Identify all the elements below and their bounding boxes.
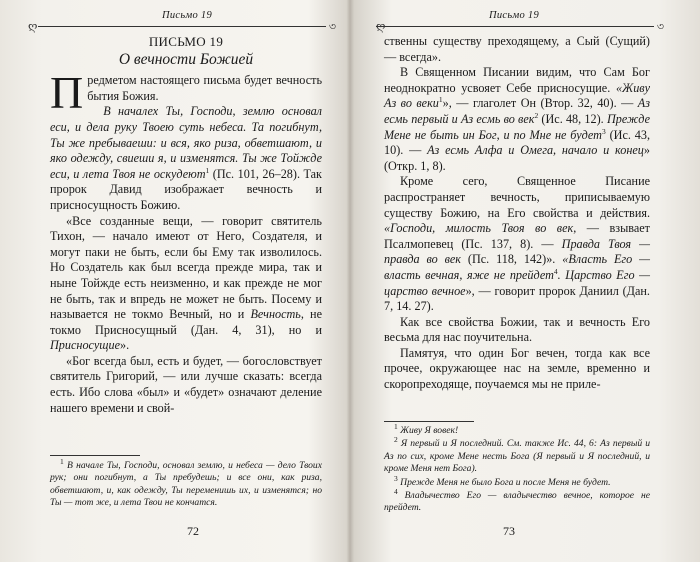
paragraph-text: », — глаголет Он (Втор. 32, 40). — bbox=[442, 96, 638, 111]
footnote-text: В начале Ты, Господи, основал землю, и небеса — дело Твоих рук; они погибнут, а Ты пребудешь; и все они, как риза, обветшают, и, как одежду, Ты переменишь их, и изменятся; но Ты — тот же, и лета Твои не кончатся. bbox=[50, 460, 322, 509]
footnote-ref: 1 bbox=[438, 95, 443, 105]
footnote-number: 4 bbox=[394, 486, 398, 496]
scripture-quote: . Царство Его — царство вечное bbox=[384, 267, 650, 298]
paragraph bbox=[384, 174, 650, 314]
paragraph-text: ». bbox=[119, 338, 130, 353]
paragraph-text: Памятуя, что один Бог вечен, тогда как все прочее, окружающее нас на земле, временно и скоропреходяще, поучаемся мы не приле- bbox=[384, 345, 650, 392]
paragraph-text: (Пс. 118, 142)». bbox=[461, 252, 563, 267]
paragraph bbox=[384, 34, 650, 65]
chapter-title: ПИСЬМО 19 bbox=[148, 34, 224, 49]
footnotes bbox=[50, 456, 322, 511]
footnote-ref: 3 bbox=[601, 126, 606, 136]
footnote bbox=[384, 486, 650, 515]
right-page-body bbox=[384, 34, 650, 393]
left-page-body bbox=[50, 34, 322, 416]
paragraph-text: ственны существу преходящему, а Сый (Сущий) — всегда». bbox=[384, 34, 650, 64]
paragraph bbox=[50, 354, 322, 416]
paragraph-text: (Ис. 48, 12). bbox=[538, 111, 607, 126]
paragraph-text: , — взывает Псалмопевец (Пс. 137, 8). — bbox=[384, 221, 651, 251]
footnote-number: 2 bbox=[394, 435, 398, 445]
paragraph-text: » (Откр. 1, 8). bbox=[384, 143, 650, 173]
footnote-ref: 4 bbox=[553, 266, 558, 276]
footnotes bbox=[384, 421, 651, 516]
emphasis: Вечность bbox=[250, 307, 301, 322]
right-page bbox=[358, 0, 690, 562]
footnote-text: Владычество Его — владычество вечное, которое не прейдет. bbox=[384, 490, 650, 514]
page-number: 73 bbox=[503, 524, 515, 539]
paragraph bbox=[384, 315, 650, 346]
scripture-quote: В началех Ты, Господи, землю основал еси, и дела руку Твоею суть небеса. Та погибнут, Ты же пребываеши: и вся, яко риза, обветшают, и яко одежду, свиеши я, и изменятся. Ты же Тойжде еси, и лета Твоя не оскудеют bbox=[50, 104, 322, 181]
footnote-ref: 2 bbox=[534, 110, 539, 120]
paragraph-text: «Бог всегда был, есть и будет, — богословствует святитель Григорий, — или лучше сказать: всегда есть. Ибо слова «был» и «будет» означают деление нашего времени и свой- bbox=[50, 353, 322, 415]
paragraph-text: Как все свойства Божии, так и вечность Его весьма для нас поучительна. bbox=[384, 314, 650, 345]
ornament-curl-icon: ღ bbox=[376, 21, 386, 33]
page-number: 72 bbox=[187, 524, 199, 539]
paragraph-text: », — говорит пророк Даниил (Дан. 7, 14. 27). bbox=[384, 283, 650, 314]
header-rule bbox=[376, 26, 654, 27]
ornament-curl-icon: ৩ bbox=[656, 21, 664, 33]
scripture-quote: «Господи, милость Твоя во век bbox=[384, 221, 574, 236]
scripture-quote: Аз есмь Алфа и Омега, начало и конец bbox=[427, 143, 644, 158]
scripture-quote: Аз есмь первый и Аз есмь во век bbox=[384, 96, 650, 126]
paragraph bbox=[50, 214, 322, 354]
paragraph bbox=[384, 346, 650, 393]
running-head: Письмо 19 bbox=[488, 10, 540, 21]
paragraph-text: , не токмо Присносущный (Дан. 4, 31), но и bbox=[50, 307, 322, 337]
scripture-quote: «Живу Аз во веки bbox=[384, 80, 650, 111]
paragraph-text: редметом настоящего письма будет вечность бытия Божия. bbox=[87, 73, 322, 103]
footnote-text: Живу Я вовек! bbox=[400, 425, 459, 436]
paragraph bbox=[50, 104, 322, 213]
footnote bbox=[384, 473, 650, 489]
chapter-subtitle: О вечности Божией bbox=[118, 50, 254, 68]
footnote-number: 1 bbox=[60, 456, 64, 466]
paragraph bbox=[50, 67, 322, 119]
footnote-text: Я первый и Я последний. См. также Ис. 44, 6: Аз первый и Аз по сих, кроме Мене несть Бога (Я первый и Я последний, и кроме Меня нет Бога). bbox=[384, 438, 651, 475]
paragraph-text: Кроме сего, Священное Писание распространяет вечность, приписываемую существу Божию, на Его свойства и действия. bbox=[384, 174, 650, 220]
scripture-quote: Правда Твоя — правда во век bbox=[384, 236, 650, 267]
emphasis: Присносущие bbox=[50, 338, 120, 353]
ornament-curl-icon: ღ bbox=[28, 21, 38, 33]
paragraph-text: В Священном Писании видим, что Сам Бог неоднократно усвояет Себе присносущие. bbox=[384, 65, 650, 95]
paragraph-text: (Пс. 101, 26–28). Так пророк Давид изображает вечность и присносущность Божию. bbox=[50, 166, 322, 212]
scripture-quote: «Власть Его — власть вечная, яже не прейдет bbox=[384, 252, 650, 282]
footnote-ref: 1 bbox=[205, 165, 210, 175]
running-head: Письмо 19 bbox=[161, 10, 213, 21]
footnote bbox=[50, 456, 322, 510]
header-rule bbox=[38, 26, 326, 27]
ornament-curl-icon: ৩ bbox=[328, 21, 336, 33]
paragraph-text: «Все созданные вещи, — говорит святитель Тихон, — начало имеют от Него, Создателя, и могут паки не быть, если бы Ему так изволилось. Но Создатель как был всегда прежде мира, так и ныне Тойжде есть неизменно, и как прежде не мог не быть, так и впредь не может не быть. Посему и называется не токмо Вечный, но и bbox=[50, 213, 322, 322]
paragraph bbox=[384, 65, 650, 174]
footnote-number: 1 bbox=[394, 421, 398, 431]
footnote-text: Прежде Меня не было Бога и после Меня не будет. bbox=[400, 476, 611, 488]
scripture-quote: Прежде Мене не быть ин Бог, и по Мне не будет bbox=[384, 111, 650, 142]
paragraph-text: (Ис. 43, 10). — bbox=[384, 127, 650, 158]
footnote-number: 3 bbox=[394, 473, 398, 483]
footnote bbox=[384, 435, 651, 475]
left-page bbox=[10, 0, 346, 562]
drop-cap: П bbox=[50, 67, 84, 119]
footnote bbox=[384, 421, 650, 437]
